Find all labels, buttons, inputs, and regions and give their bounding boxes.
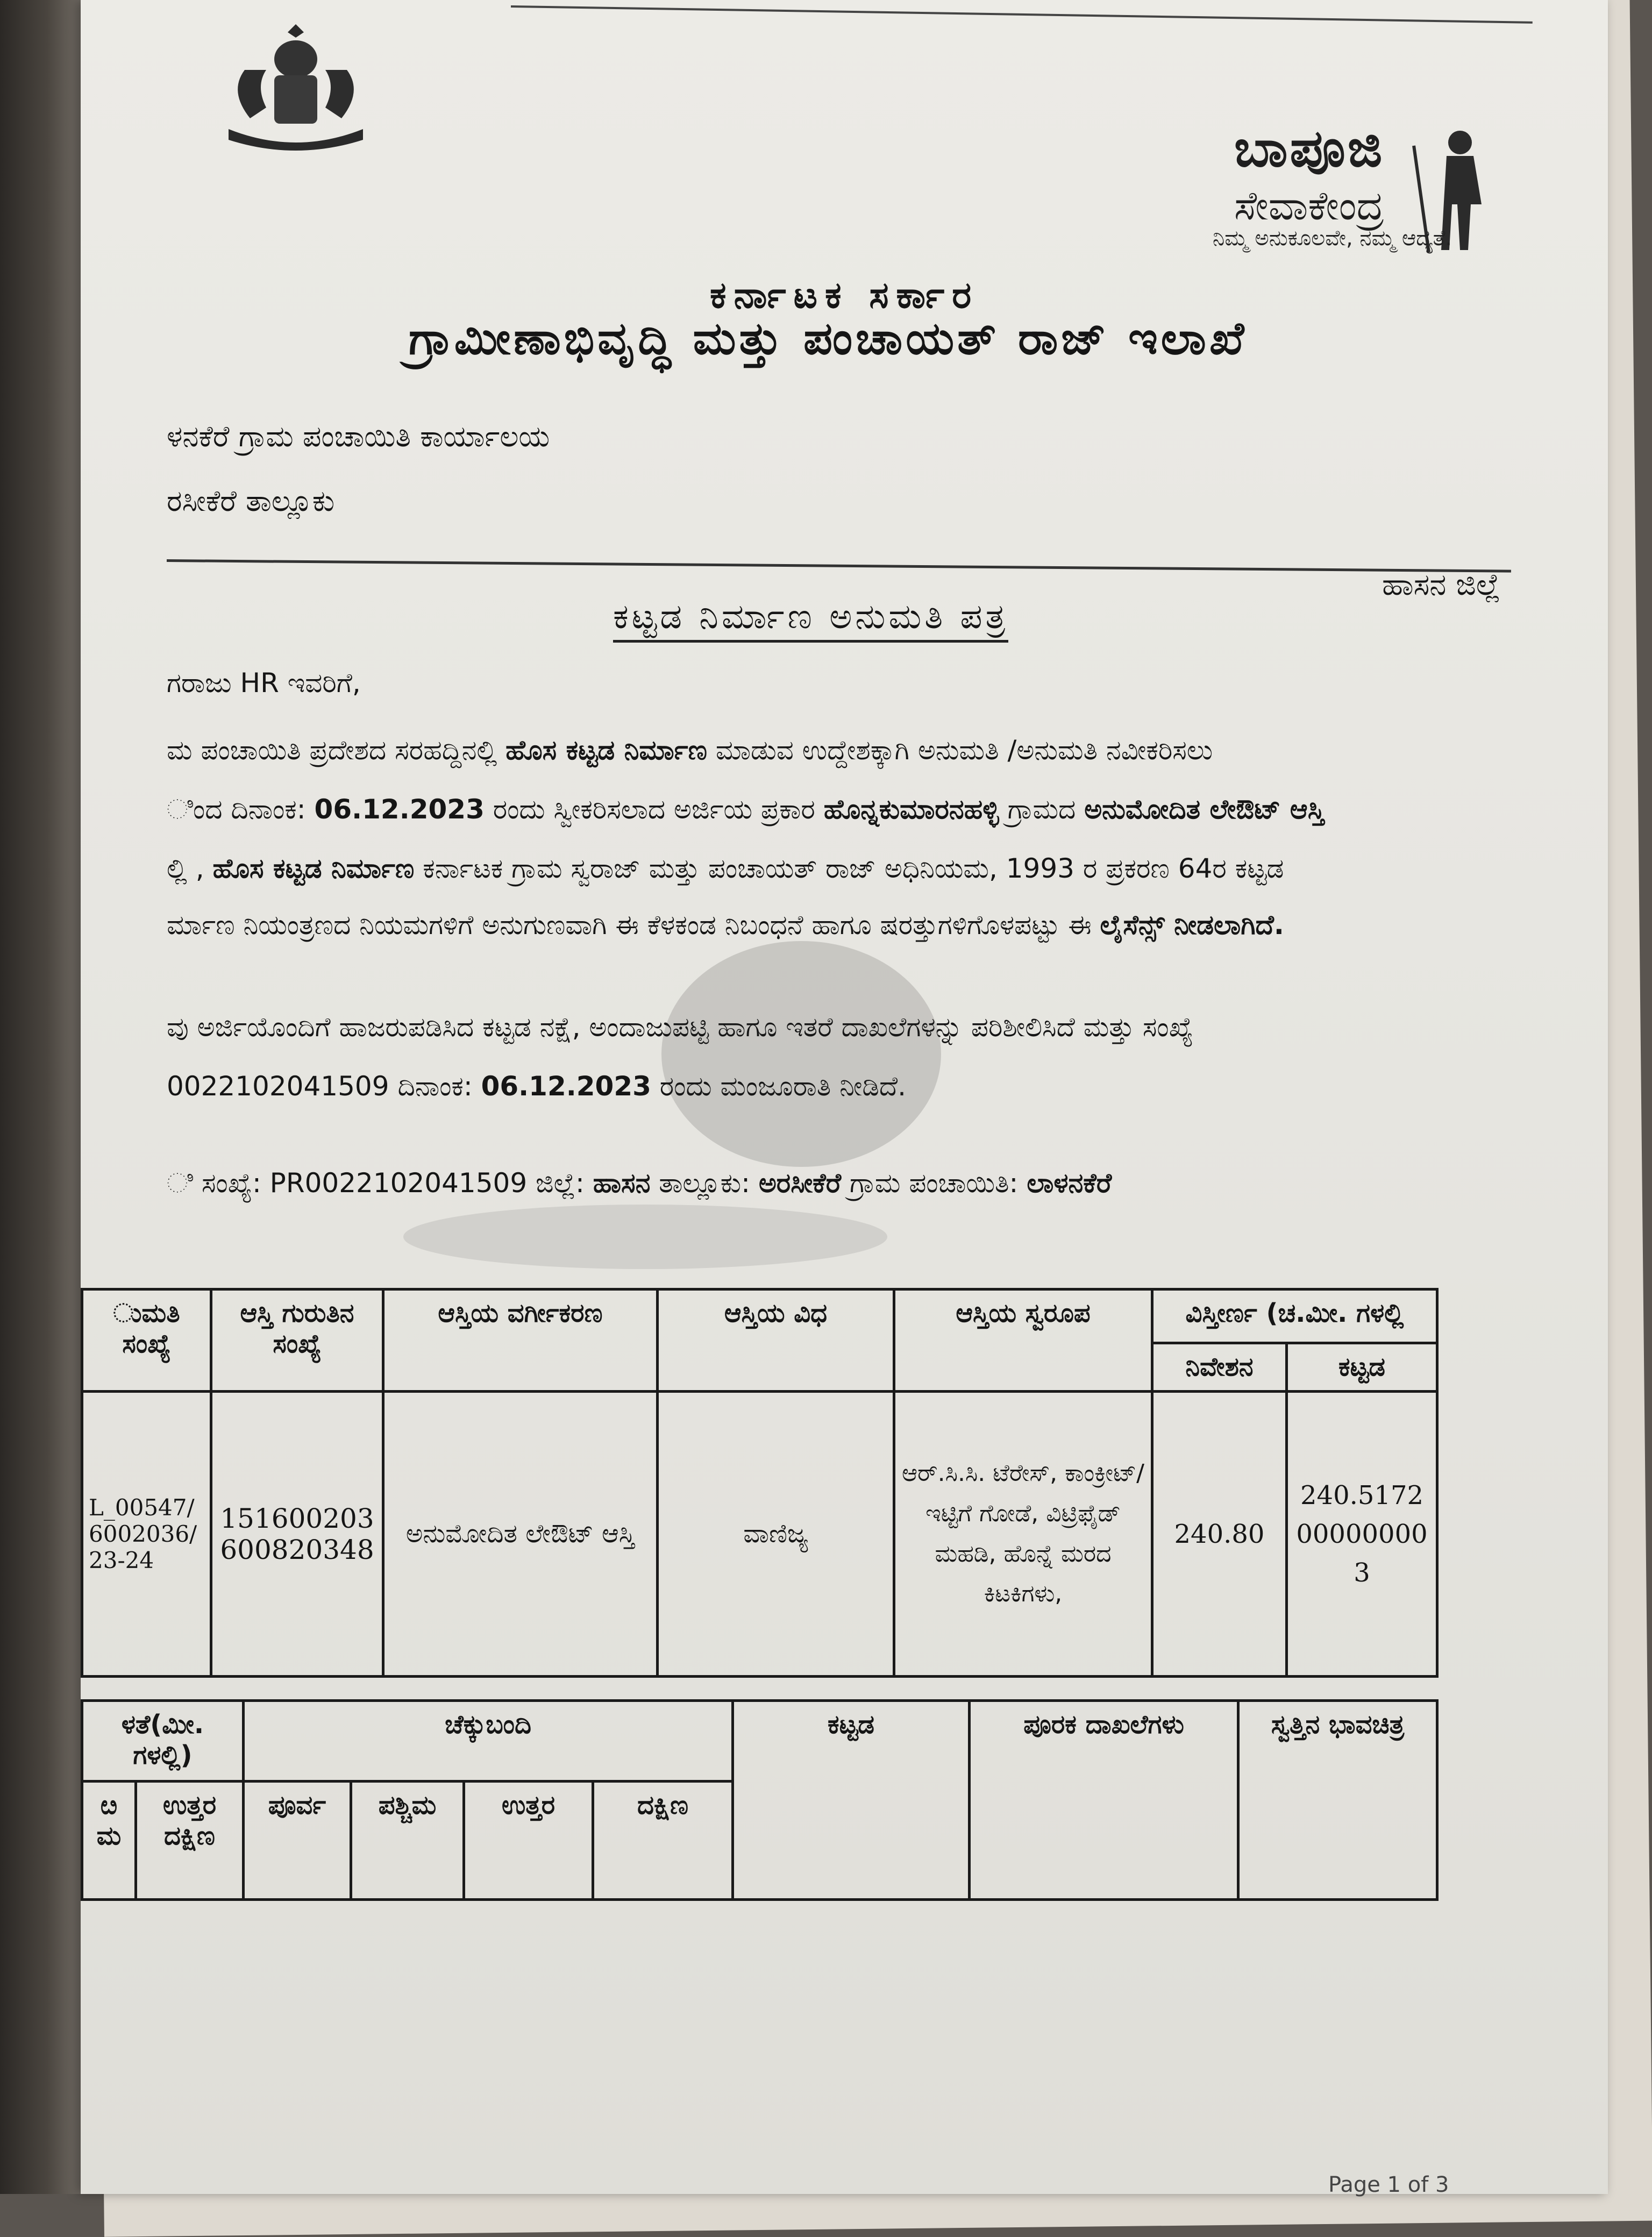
top-edge-line (511, 5, 1533, 24)
brand-title: ಬಾಪೂಜಿ (1234, 118, 1385, 179)
header-nature: ಆಸ್ತಿಯ ಸ್ವರೂಪ (894, 1290, 1152, 1392)
text-segment: ರ್ಮಾಣ ನಿಯಂತ್ರಣದ ನಿಯಮಗಳಿಗೆ ಅನುಗುಣವಾಗಿ ಈ ಕೆಳಕಂಡ ನಿಬಂಧನೆ ಹಾಗೂ ಷರತ್ತುಗಳಿಗೊಳಪಟ್ಟು ಈ (167, 909, 1100, 941)
header-dimension: ಳತೆ(ಮೀ. ಗಳಲ್ಲಿ) (82, 1701, 244, 1782)
bold-text-segment: ಹಾಸನ (593, 1167, 651, 1199)
cell-classification: ಅನುಮೋದಿತ ಲೇಔಟ್ ಆಸ್ತಿ (383, 1392, 658, 1677)
document-title: ಕಟ್ಟಡ ನಿರ್ಮಾಣ ಅನುಮತಿ ಪತ್ರ (613, 597, 1008, 643)
subheader-east-west: ೞ ಮ (82, 1782, 136, 1900)
table-row (82, 1392, 1437, 1677)
taluk-name: ರಸೀಕೆರೆ ತಾಲ್ಲೂಕು (167, 484, 335, 518)
government-heading: ಕರ್ನಾಟಕ ಸರ್ಕಾರ (710, 274, 979, 317)
document-page (81, 0, 1608, 2197)
bold-text-segment: ಲೈಸೆನ್ಸ್ ನೀಡಲಾಗಿದೆ. (1100, 909, 1284, 941)
text-segment: ಮಾಡುವ ಉದ್ದೇಶಕ್ಕಾಗಿ ಅನುಮತಿ /ಅನುಮತಿ ನವೀಕರಿಸಲು (707, 735, 1213, 766)
text-segment: ರಂದು ಮಂಜೂರಾತಿ ನೀಡಿದೆ. (651, 1071, 907, 1102)
header-area: ವಿಸ್ತೀರ್ಣ (ಚ.ಮೀ. ಗಳಲ್ಲಿ (1152, 1290, 1437, 1343)
text-segment: ಿ ಸಂಖ್ಯೆ: PR0022102041509 ಜಿಲ್ಲೆ: (167, 1167, 593, 1199)
text-segment: ರಂದು ಸ್ವೀಕರಿಸಲಾದ ಅರ್ಜಿಯ ಪ್ರಕಾರ (484, 794, 824, 825)
header-classification: ಆಸ್ತಿಯ ವರ್ಗೀಕರಣ (383, 1290, 658, 1392)
paragraph-1-line-1 (167, 737, 1213, 764)
cell-property-id: 151600203 600820348 (211, 1392, 383, 1677)
reference-line (167, 1167, 1112, 1199)
header-documents: ಪೂರಕ ದಾಖಲೆಗಳು (970, 1701, 1238, 1900)
brand-tagline: ನಿಮ್ಮ ಅನುಕೂಲವೇ, ನಮ್ಮ ಆದ್ಯತೆ. (1213, 226, 1452, 251)
office-name: ಳನಕೆರೆ ಗ್ರಾಮ ಪಂಚಾಯಿತಿ ಕಾರ್ಯಾಲಯ (167, 419, 550, 453)
bold-text-segment: ಅರಸೀಕೆರೆ (758, 1167, 842, 1199)
property-details-table (81, 1288, 1439, 1678)
header-divider (167, 559, 1511, 573)
text-segment: ಗ್ರಾಮ ಪಂಚಾಯಿತಿ: (841, 1167, 1027, 1199)
toner-smudge (403, 1205, 887, 1269)
bold-text-segment: ಹೊಸ ಕಟ್ಟಡ ನಿರ್ಮಾಣ (505, 735, 707, 766)
paragraph-1-line-4 (167, 909, 1284, 941)
cell-area-site: 240.80 (1152, 1392, 1287, 1677)
header-permission-no: ುಮತಿ ಸಂಖ್ಯೆ (82, 1290, 211, 1392)
subheader-south: ದಕ್ಷಿಣ (593, 1782, 733, 1900)
bold-text-segment: ಅನುಮೋದಿತ ಲೇಔಟ್ ಆಸ್ತಿ (1084, 794, 1325, 825)
text-segment: 0022102041509 ದಿನಾಂಕ: (167, 1071, 481, 1102)
text-segment: ಗ್ರಾಮದ (999, 794, 1085, 825)
bold-text-segment: 06.12.2023 (481, 1071, 651, 1102)
bold-text-segment: 06.12.2023 (314, 794, 485, 825)
text-segment: ಲ್ಲಿ , (167, 853, 213, 884)
state-emblem-icon (207, 22, 384, 156)
subheader-north-south: ಉತ್ತರ ದಕ್ಷಿಣ (136, 1782, 244, 1900)
bold-text-segment: ಲಾಳನಕೆರೆ (1027, 1167, 1112, 1199)
cell-area-building: 240.5172 00000000 3 (1287, 1392, 1437, 1677)
toner-smudge (661, 941, 941, 1167)
paragraph-1-line-3 (167, 855, 1284, 882)
header-area-building: ಕಟ್ಟಡ (1287, 1343, 1437, 1392)
paragraph-1-line-2 (167, 796, 1325, 823)
cell-permission-no: L_00547/ 6002036/ 23-24 (82, 1392, 211, 1677)
bold-text-segment: ಹೊನ್ನಕುಮಾರನಹಳ್ಳಿ (823, 794, 999, 825)
salutation: ಗರಾಜು HR ಇವರಿಗೆ, (167, 667, 361, 699)
header-building: ಕಟ್ಟಡ (733, 1701, 970, 1900)
text-segment: ಿಂದ ದಿನಾಂಕ: (167, 794, 315, 825)
district-name: ಹಾಸನ ಜಿಲ್ಲೆ (1382, 567, 1501, 602)
cell-nature: ಆರ್.ಸಿ.ಸಿ. ಟೆರೇಸ್, ಕಾಂಕ್ರೀಟ್/ಇಟ್ಟಿಗೆ ಗೋಡೆ, ವಿಟ್ರಿಫೈಡ್ ಮಹಡಿ, ಹೊನ್ನೆ ಮರದ ಕಿಟಕಿಗಳು, (894, 1392, 1152, 1677)
header-area-site: ನಿವೇಶನ (1152, 1343, 1287, 1392)
subheader-north: ಉತ್ತರ (464, 1782, 593, 1900)
boundary-table (81, 1699, 1439, 1901)
text-segment: ತಾಲ್ಲೂಕು: (650, 1167, 759, 1199)
department-heading: ಗ್ರಾಮೀಣಾಭಿವೃದ್ಧಿ ಮತ್ತು ಪಂಚಾಯತ್ ರಾಜ್ ಇಲಾಖೆ (409, 312, 1248, 365)
header-type: ಆಸ್ತಿಯ ವಿಧ (658, 1290, 894, 1392)
text-segment: ಕರ್ನಾಟಕ ಗ್ರಾಮ ಸ್ವರಾಜ್ ಮತ್ತು ಪಂಚಾಯತ್ ರಾಜ್ ಅಧಿನಿಯಮ, 1993 ರ ಪ್ರಕರಣ 64ರ ಕಟ್ಟಡ (414, 853, 1284, 884)
cell-type: ವಾಣಿಜ್ಯ (658, 1392, 894, 1677)
text-segment: ವು ಅರ್ಜಿಯೊಂದಿಗೆ ಹಾಜರುಪಡಿಸಿದ ಕಟ್ಟಡ ನಕ್ಷೆ, ಅಂದಾಜುಪಟ್ಟಿ ಹಾಗೂ ಇತರೆ ದಾಖಲೆಗಳನ್ನು ಪರಿಶೀಲಿಸಿದೆ ಮತ್ತು ಸಂಖ್ಯೆ (167, 1011, 1193, 1043)
binder-edge (0, 0, 86, 2194)
text-segment: ಮ ಪಂಚಾಯಿತಿ ಪ್ರದೇಶದ ಸರಹದ್ದಿನಲ್ಲಿ (167, 735, 506, 766)
header-photo: ಸ್ವತ್ತಿನ ಭಾವಚಿತ್ರ (1238, 1701, 1437, 1900)
header-boundaries: ಚೆಕ್ಕುಬಂದಿ (244, 1701, 733, 1782)
page-number: Page 1 of 3 (1328, 2172, 1449, 2197)
subheader-west: ಪಶ್ಚಿಮ (351, 1782, 464, 1900)
bold-text-segment: ಹೊಸ ಕಟ್ಟಡ ನಿರ್ಮಾಣ (212, 853, 415, 884)
brand-subtitle: ಸೇವಾಕೇಂದ್ರ (1234, 183, 1384, 229)
subheader-east: ಪೂರ್ವ (244, 1782, 351, 1900)
header-property-id: ಆಸ್ತಿ ಗುರುತಿನ ಸಂಖ್ಯೆ (211, 1290, 383, 1392)
